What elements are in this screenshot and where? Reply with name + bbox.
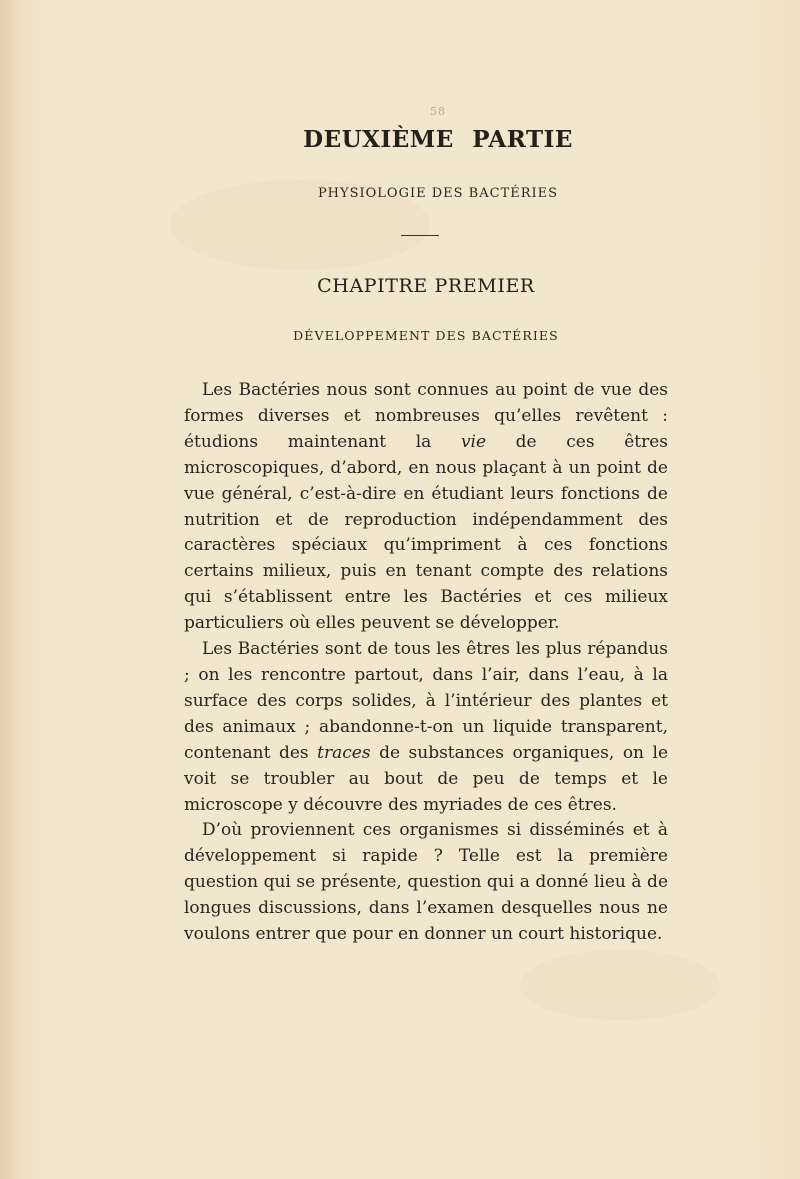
chapter-title: CHAPITRE PREMIER (317, 275, 535, 297)
paragraph-emphasis: traces (317, 742, 371, 763)
paragraph-emphasis: vie (460, 431, 487, 452)
paragraph (184, 818, 668, 948)
paragraph-text: D’où proviennent ces organismes si disséminés et à développement si rapide ? Telle est la première question qui se présente, question qui a donné lieu à de longues discussions, dans l’examen desquelles nous ne voulons entrer que pour en donner un court historique. (184, 820, 668, 945)
part-title: DEUXIÈME PARTIE (303, 126, 573, 153)
paragraph (184, 378, 668, 637)
paragraph-text: de ces êtres microscopiques, d’abord, en nous plaçant à un point de vue général, c’est-à-dire en étudiant leurs fonctions de nutrition et de reproduction indépendamment des caractères spéciaux qu’impriment à ces fonctions certains milieux, puis en tenant compte des relations qui s’établissent entre les Bactéries et ces milieux particuliers où elles peuvent se développer. (184, 431, 668, 634)
paragraph-text: de substances organiques, on le voit se troubler au bout de peu de temps et le microscope y découvre des myriades de ces êtres. (184, 742, 669, 815)
page-number: 58 (430, 105, 446, 118)
body-text (184, 378, 668, 948)
paragraph-text: Les Bactéries nous sont connues au point de vue des formes diverses et nombreuses qu’elles revêtent : étudions maintenant la (184, 380, 668, 452)
paragraph (184, 637, 668, 818)
part-subtitle: PHYSIOLOGIE DES BACTÉRIES (317, 186, 559, 201)
section-divider (401, 235, 439, 236)
paragraph-text: Les Bactéries sont de tous les êtres les plus répandus ; on les rencontre partout, dans l’air, dans l’eau, à la surface des corps solides, à l’intérieur des plantes et des animaux ; abandonne-t-on un liquide transparent, contenant des (184, 639, 668, 763)
paper-stain (520, 950, 720, 1020)
chapter-subtitle: DÉVELOPPEMENT DES BACTÉRIES (293, 328, 559, 343)
